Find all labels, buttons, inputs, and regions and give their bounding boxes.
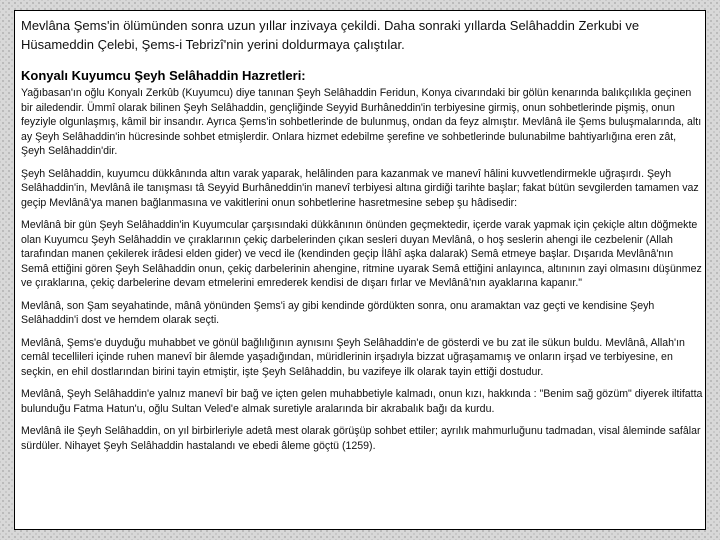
paragraph-7: Mevlânâ ile Şeyh Selâhaddin, on yıl birbirleriyle adetâ mest olarak görüşüp sohbet ettiler; ayrılık mahmurluğunu tadmadan, visal âleminde safâlar sürdüler. Nihayet Şeyh Selâhaddin hastalandı ve ebedi âleme göçtü (1259). <box>21 425 701 452</box>
paragraph-2: Şeyh Selâhaddin, kuyumcu dükkânında altın varak yaparak, helâlinden para kazanmak ve manevî hâlini kuvvetlendirmekle uğraşırdı. Şeyh Selâhaddin'in, Mevlânâ ile tanışması tâ Seyyid Burhâneddin'in manevî terbiyesi altına girdiği tarihte başlar; fakat bütün sevgilerden tamamen vaz geçip Mevlânâ'ya manen bağlanmasına ve vakitlerini onun sohbetlerine hasretmesine sebep şu hâdisedir: <box>21 167 699 209</box>
document-page <box>14 10 706 530</box>
section-heading: Konyalı Kuyumcu Şeyh Selâhaddin Hazretleri: <box>21 68 306 83</box>
intro-text: Mevlâna Şems'in ölümünden sonra uzun yıllar inzivaya çekildi. Daha sonraki yıllarda Selâhaddin Zerkubi ve Hüsameddin Çelebi, Şems-i Tebrizî'nin yerini doldurmaya çalıştılar. <box>21 18 640 52</box>
section <box>21 67 703 461</box>
paragraph-6: Mevlânâ, Şeyh Selâhaddin'e yalnız manevî bir bağ ve içten gelen muhabbetiyle kalmadı, onun kızı, hakkında : "Benim sağ gözüm" diyerek iltifatta bulunduğu Fatma Hatun'u, oğlu Sultan Veled'e almak suretiyle aralarında bir akrabalık bağı da kurdu. <box>21 388 703 415</box>
paragraph-3: Mevlânâ bir gün Şeyh Selâhaddin'in Kuyumcular çarşısındaki dükkânının önünden geçmektedir, içerde varak yapmak için çekiçle altın döğmekte olan Kuyumcu Şeyh Selâhaddin ve çıraklarının çekiç darbelerinden çıkan sesleri duyan Mevlânâ, o hoş seslerin ahengi ile cezbelenir (Allah tarafından manen çekilerek irâdesi elden gider) ve vecd ile (kendinden geçip İlâhî aşka dalarak) Semâ etmeye başlar. Dışarıda Mevlânâ'nın Semâ ettiğini gören Şeyh Selâhaddin onun, çekiç darbelerinin ahengine, ritmine uyarak Semâ ettiğini anlayınca, altınının zayi olmasını düşünmez ve çıraklarına, çekiç darbelerine devam etmelerini emrederek kendisi de dışarı fırlar ve Mevlânâ'nın ayaklarına kapanır." <box>21 219 702 289</box>
paragraph-5: Mevlânâ, Şems'e duyduğu muhabbet ve gönül bağlılığının aynısını Şeyh Selâhaddin'e de gösterdi ve bu zat ile sükun buldu. Mevlânâ, Allah'ın cemâl tecellileri içinde ruhen manevî bir âlemde yaşadığından, müridlerinin irşadıyla bizzat uğraşamamış ve onların irşad ve terbiyesine, en seçkin, en ehil dostlarından birini tayin etmiştir, işte Şeyh Selâhaddin, bu vazifeye ilk olarak tayin ettiği dostudur. <box>21 336 685 378</box>
paragraph-1: Yağıbasan'ın oğlu Konyalı Zerkûb (Kuyumcu) diye tanınan Şeyh Selâhaddin Feridun, Konya civarındaki bir gölün kenarında balıkçılıkla geçinen bir ailedendir. Ümmî olarak bilinen Şeyh Selâhaddin, gençliğinde Seyyid Burhâneddin'in terbiyesine girmiş, onun sohbetlerinde pişmiş, onun feyziyle olgunlaşmış, kâmil bir insandır. Ayrıca Şems'in sohbetlerinde de bulunmuş, ondan da feyz almıştır. Mevlânâ ile Şems buluşmalarında, altı ay Şeyh Selâhaddin'in hücresinde sohbet etmişlerdir. Onlara hizmet edebilme şerefine ve sohbetlerinde bulunabilme bahtiyarlığına eren zât, Şeyh Selâhaddin'dir. <box>21 87 702 157</box>
paragraph-4: Mevlânâ, son Şam seyahatinde, mânâ yönünden Şems'i ay gibi kendinde gördükten sonra, onu aramaktan vaz geçti ve kendisine Şeyh Selâhaddin'i dost ve hemdem olarak seçti. <box>21 299 655 326</box>
